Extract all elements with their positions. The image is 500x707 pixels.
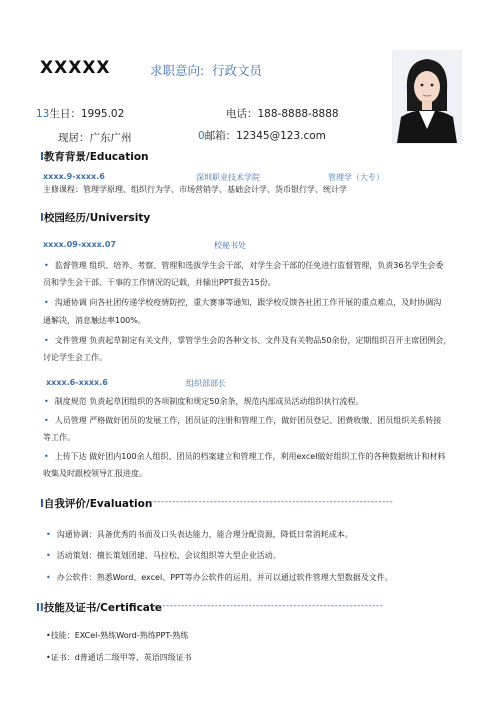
job-intent-label: 求职意向: xyxy=(150,63,205,78)
job2-date: xxxx.6-xxxx.6 xyxy=(46,378,108,387)
job2-bullet-3-cont: 收集及时跟校领导汇报进度。 xyxy=(43,469,147,478)
section-bar-icon: I xyxy=(40,151,44,163)
evaluation-item: • 活动策划：擅长策划团建、马拉松、会议组织等大型企业活动。 xyxy=(46,551,281,560)
mail-icon: 0 xyxy=(198,130,205,142)
section-bar-icon: II xyxy=(36,602,44,614)
job2-bullet-2-cont: 等工作。 xyxy=(43,433,75,442)
job1-bullet-1-cont: 员和学生会干部、干事的工作情况的记载，并输出PPT报告15份。 xyxy=(43,278,276,287)
job1-bullet-3-cont: 讨论学生会工作。 xyxy=(43,353,107,362)
job1-role: 校秘书处 xyxy=(214,241,246,250)
phone: 电话：188-8888-8888 xyxy=(226,108,339,120)
calendar-icon: 13 xyxy=(36,108,50,120)
evaluation-divider: ------------------------------------------------------------------ xyxy=(146,497,394,507)
job-intent-value: 行政文员 xyxy=(212,63,263,78)
certificate-item: •证书：d普通话二级甲等、英语四级证书 xyxy=(46,653,192,662)
section-bar-icon: I xyxy=(40,212,44,224)
education-date: xxxx.9-xxxx.6 xyxy=(43,172,105,181)
address: 现居：广东广州 xyxy=(58,132,132,144)
campus-heading: I校园经历/University xyxy=(40,212,151,224)
job1-date: xxxx.09-xxxx.07 xyxy=(43,240,116,249)
certificate-item: •技能：EXCel-熟练Word-熟练PPT-熟练 xyxy=(46,631,189,640)
candidate-name: XXXXX xyxy=(40,58,111,78)
education-school: 深圳职业技术学院 xyxy=(196,173,260,182)
section-bar-icon: I xyxy=(40,498,44,510)
job1-bullet-2: • 沟通协调 向各社团传递学校疫情防控，重大赛事等通知，跟学校反馈各社团工作开展的重点难点，及时协调沟 xyxy=(44,298,442,307)
certificate-heading: II技能及证书/Certificate xyxy=(36,602,163,614)
job1-bullet-2-cont: 通解决，消息触达率100%。 xyxy=(43,316,146,325)
job2-bullet-3: • 上传下达 做好团内100余人组织、团员的档案建立和管理工作，利用excel做好组织工作的各种数据统计和材料 xyxy=(44,452,446,461)
education-courses: 主修课程：管理学原理、组织行为学、市场营销学、基础会计学、货币银行学、统计学 xyxy=(43,185,347,194)
certificate-divider: -------------------------------------------------------------- xyxy=(151,601,384,611)
job1-bullet-3: • 文件管理 负责起草制定有关文件，掌管学生会的各种文书、文件及有关物品50余份，定期组织召开主席团例会， xyxy=(44,336,452,345)
profile-photo xyxy=(392,50,462,144)
evaluation-item: • 办公软件：熟悉Word、excel、PPT等办公软件的运用，并可以通过软件管理大型数据及文件。 xyxy=(46,573,393,582)
job1-bullet-1: • 监督管理 组织、培养、考察、管理和选拔学生会干部，对学生会干部的任免进行监督管理，负责36名学生会委 xyxy=(44,261,444,270)
job2-bullet-1: • 制度规范 负责起草团组织的各项制度和规定50余条，规范内部成员活动组织执行流程。 xyxy=(44,397,364,406)
evaluation-item: • 沟通协调：具备优秀的书面及口头表达能力，能合理分配资源，降低日常消耗成本。 xyxy=(46,530,353,539)
job2-bullet-2: • 人员管理 严格做好团员的发展工作，团员证的注册和管理工作，做好团员登记、团费收缴、团员组织关系转接 xyxy=(44,416,442,425)
email: 0邮箱：12345@123.com xyxy=(198,130,326,142)
job2-role: 组织部部长 xyxy=(186,379,226,388)
education-heading: I教育背景/Education xyxy=(40,151,149,163)
birth-date: 13生日：1995.02 xyxy=(36,108,125,120)
evaluation-heading: I自我评价/Evaluation xyxy=(40,498,153,510)
education-major: 管理学（大专） xyxy=(328,173,384,182)
